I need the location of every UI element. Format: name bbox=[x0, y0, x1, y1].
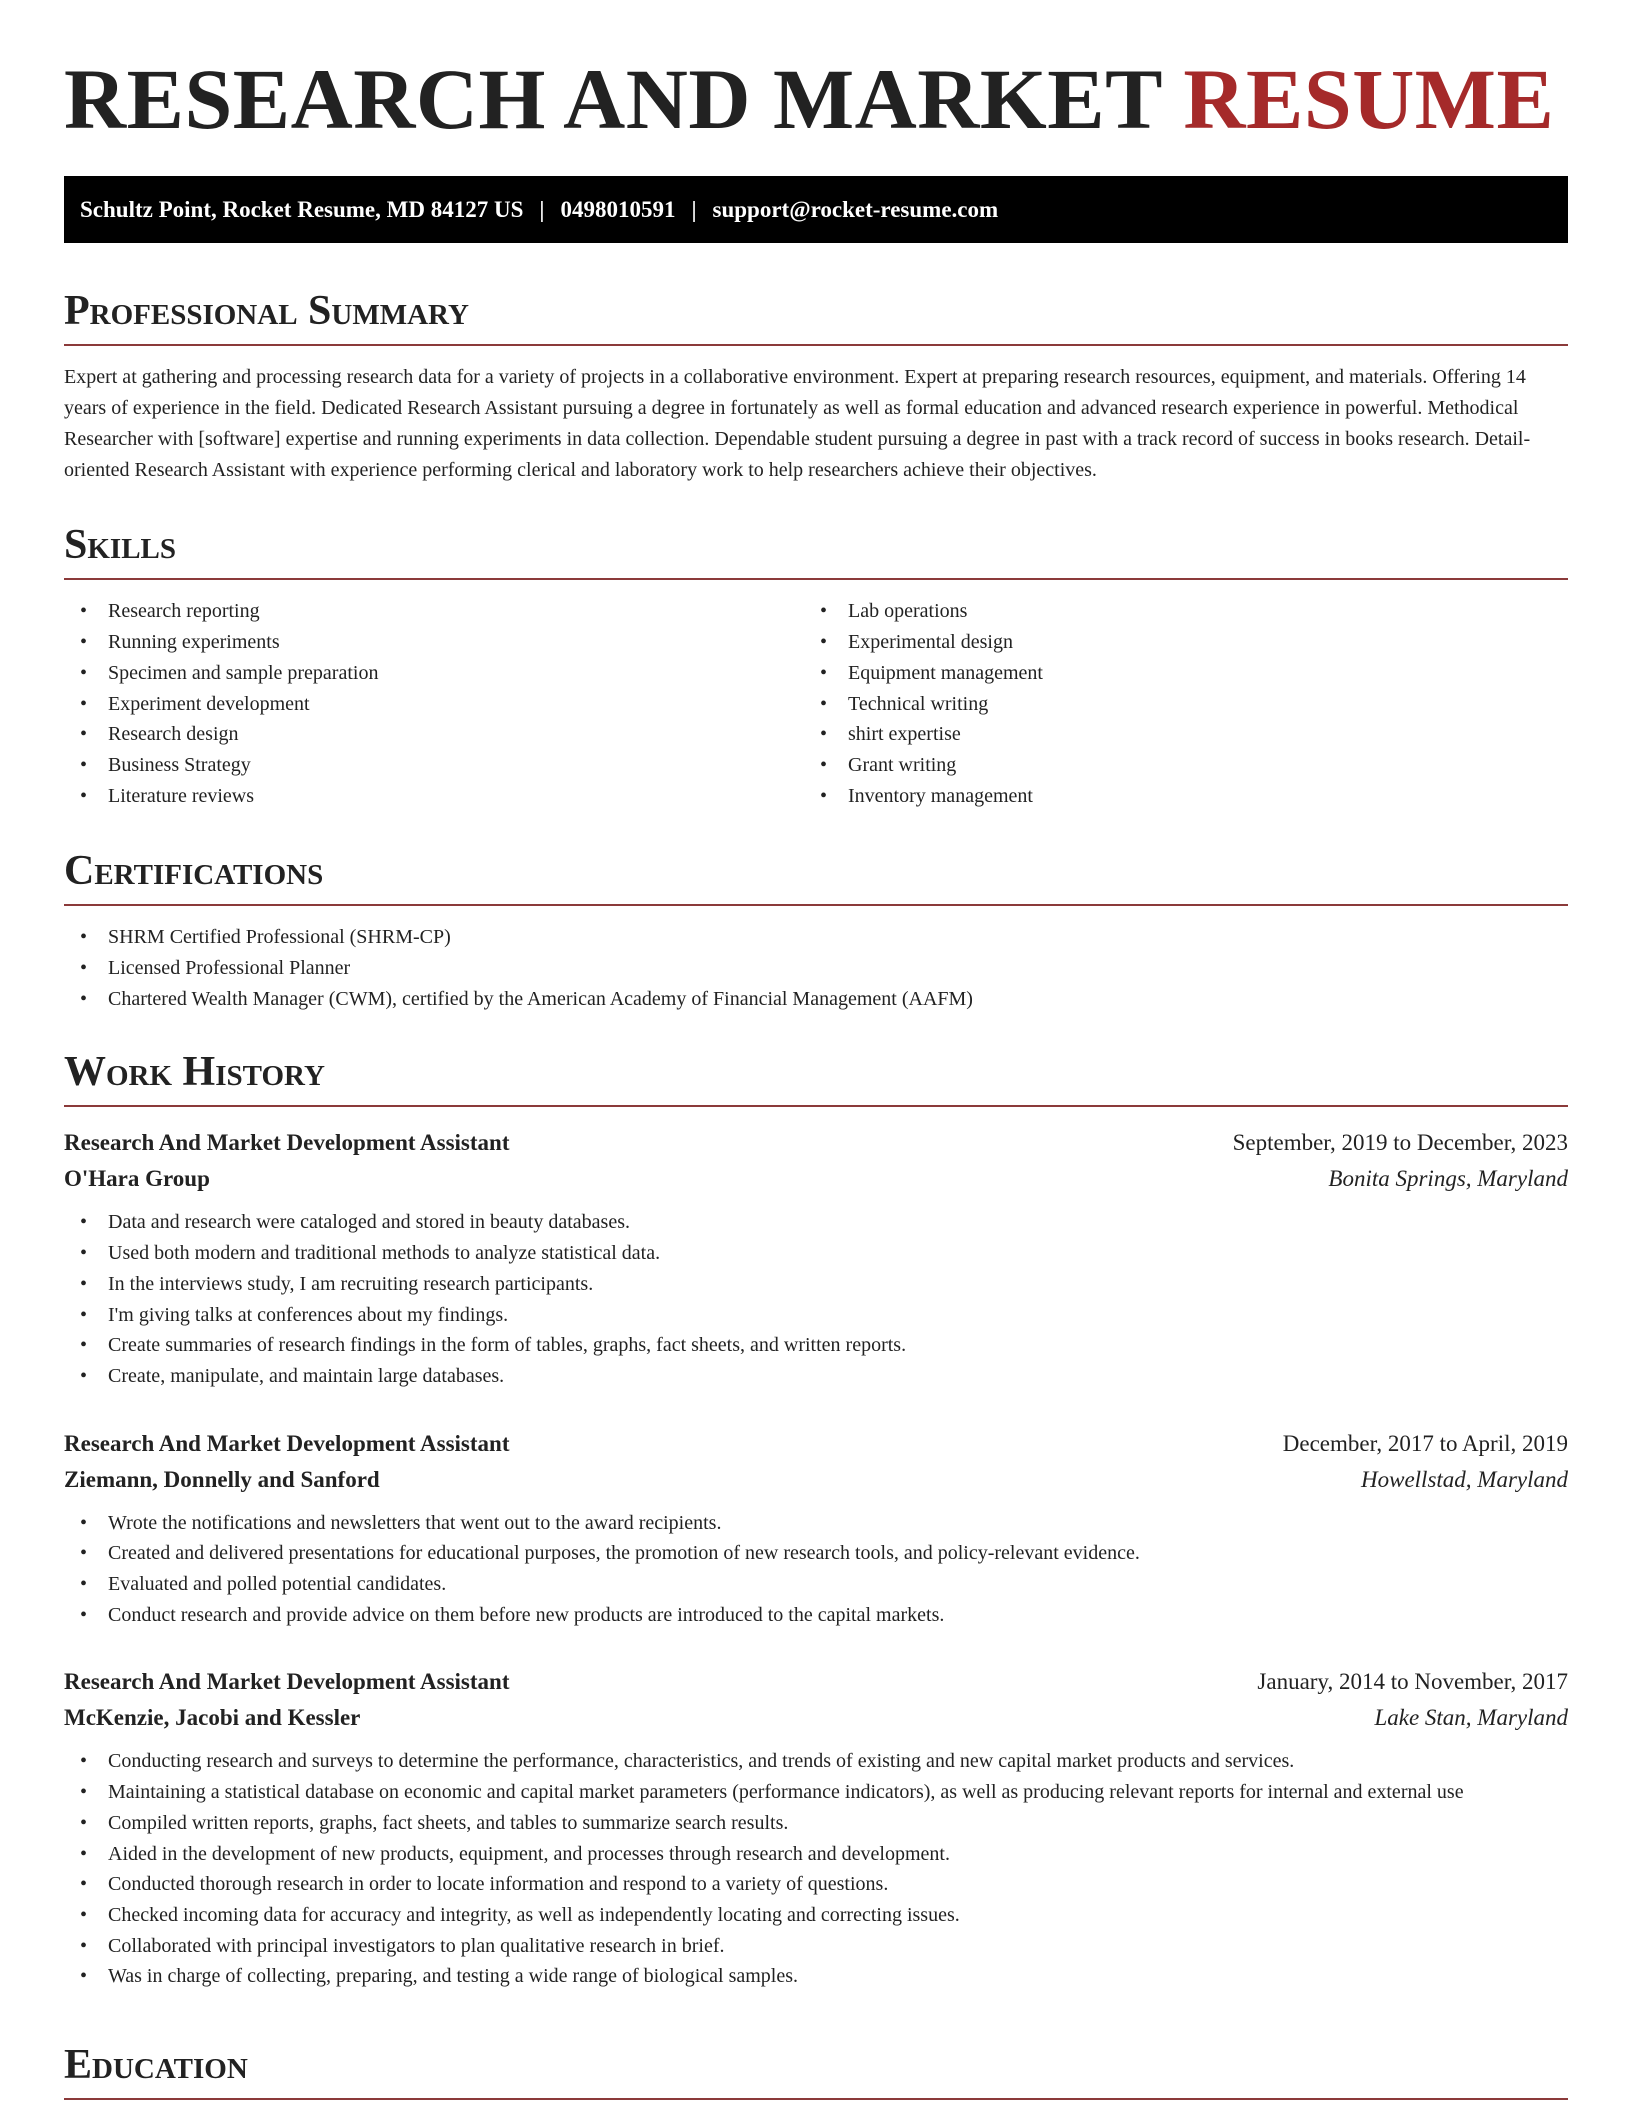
education-heading: Education bbox=[64, 2040, 1568, 2100]
list-item: • Experiment development bbox=[64, 689, 804, 720]
job-dates: January, 2014 to November, 2017 bbox=[1257, 1669, 1568, 1695]
list-item: • Equipment management bbox=[804, 658, 1568, 689]
job-location: Lake Stan, Maryland bbox=[1374, 1705, 1568, 1731]
list-item: • Grant writing bbox=[804, 750, 1568, 781]
job-subheader-row bbox=[64, 1462, 1568, 1498]
job-company: McKenzie, Jacobi and Kessler bbox=[64, 1705, 361, 1731]
title-main: RESEARCH AND MARKET bbox=[64, 51, 1162, 147]
list-item: • Evaluated and polled potential candidates. bbox=[64, 1569, 1568, 1600]
job-location: Bonita Springs, Maryland bbox=[1328, 1166, 1568, 1192]
list-item: • Conduct research and provide advice on them before new products are introduced to the capital markets. bbox=[64, 1600, 1568, 1631]
skills-section bbox=[64, 520, 1568, 811]
job-dates: December, 2017 to April, 2019 bbox=[1282, 1430, 1568, 1456]
job-duties-list bbox=[64, 1746, 1568, 1992]
list-item: • Compiled written reports, graphs, fact sheets, and tables to summarize search results. bbox=[64, 1808, 1568, 1839]
list-item: • Conducting research and surveys to determine the performance, characteristics, and trends of existing and new capital market products and services. bbox=[64, 1746, 1568, 1777]
list-item: • Experimental design bbox=[804, 627, 1568, 658]
list-item: • Licensed Professional Planner bbox=[64, 953, 1568, 984]
job-title: Research And Market Development Assistant bbox=[64, 1130, 510, 1156]
certifications-list bbox=[64, 922, 1568, 1014]
job-subheader-row bbox=[64, 1700, 1568, 1736]
work-history-heading: Work History bbox=[64, 1047, 1568, 1107]
job-company: O'Hara Group bbox=[64, 1166, 210, 1192]
contact-address: Schultz Point, Rocket Resume, MD 84127 US bbox=[80, 196, 524, 222]
job-title: Research And Market Development Assistant bbox=[64, 1669, 510, 1695]
list-item: • Create, manipulate, and maintain large databases. bbox=[64, 1361, 1568, 1392]
contact-email: support@rocket-resume.com bbox=[712, 196, 999, 222]
list-item: • Collaborated with principal investigators to plan qualitative research in brief. bbox=[64, 1931, 1568, 1962]
job-dates: September, 2019 to December, 2023 bbox=[1232, 1130, 1568, 1156]
list-item: • Running experiments bbox=[64, 627, 804, 658]
list-item: • Data and research were cataloged and stored in beauty databases. bbox=[64, 1207, 1568, 1238]
job-subheader-row bbox=[64, 1161, 1568, 1197]
education-section bbox=[64, 2040, 1568, 2100]
job-duties-list bbox=[64, 1207, 1568, 1391]
work-history-section bbox=[64, 1047, 1568, 1992]
list-item: • Conducted thorough research in order to locate information and respond to a variety of questions. bbox=[64, 1869, 1568, 1900]
list-item: • Business Strategy bbox=[64, 750, 804, 781]
skills-heading: Skills bbox=[64, 520, 1568, 580]
skills-column-right bbox=[804, 596, 1568, 811]
list-item: • Create summaries of research findings in the form of tables, graphs, fact sheets, and written reports. bbox=[64, 1330, 1568, 1361]
list-item: • I'm giving talks at conferences about my findings. bbox=[64, 1300, 1568, 1331]
job-duties-list bbox=[64, 1508, 1568, 1631]
list-item: • Created and delivered presentations for educational purposes, the promotion of new research tools, and policy-relevant evidence. bbox=[64, 1538, 1568, 1569]
list-item: • Lab operations bbox=[804, 596, 1568, 627]
list-item: • Research design bbox=[64, 719, 804, 750]
list-item: • Wrote the notifications and newsletters that went out to the award recipients. bbox=[64, 1508, 1568, 1539]
contact-phone: 0498010591 bbox=[560, 196, 676, 222]
list-item: • Was in charge of collecting, preparing, and testing a wide range of biological samples. bbox=[64, 1961, 1568, 1992]
job-header-row bbox=[64, 1426, 1568, 1462]
summary-text: Expert at gathering and processing research data for a variety of projects in a collaborative environment. Expert at preparing research resources, equipment, and materials. Offering 14 years of experience in the field. Dedicated Research Assistant pursuing a degree in fortunately as well as formal education and advanced research experience in powerful. Methodical Researcher with [software] expertise and running experiments in data collection. Dependable student pursuing a degree in past with a track record of success in books research. Detail-oriented Research Assistant with experience performing clerical and laboratory work to help researchers achieve their objectives. bbox=[64, 366, 1531, 482]
list-item: • Specimen and sample preparation bbox=[64, 658, 804, 689]
job-entry bbox=[64, 1125, 1568, 1391]
list-item: • SHRM Certified Professional (SHRM-CP) bbox=[64, 922, 1568, 953]
summary-heading: Professional Summary bbox=[64, 286, 1568, 346]
certifications-section bbox=[64, 846, 1568, 1015]
contact-bar bbox=[64, 176, 1568, 243]
skills-columns bbox=[64, 596, 1568, 811]
contact-separator: | bbox=[691, 196, 697, 222]
skills-list-right bbox=[804, 596, 1568, 811]
list-item: • Literature reviews bbox=[64, 781, 804, 812]
list-item: • Technical writing bbox=[804, 689, 1568, 720]
list-item: • In the interviews study, I am recruiting research participants. bbox=[64, 1269, 1568, 1300]
list-item: • Used both modern and traditional methods to analyze statistical data. bbox=[64, 1238, 1568, 1269]
list-item: • Checked incoming data for accuracy and integrity, as well as independently locating and correcting issues. bbox=[64, 1900, 1568, 1931]
job-title: Research And Market Development Assistant bbox=[64, 1430, 510, 1456]
certifications-heading: Certifications bbox=[64, 846, 1568, 906]
contact-separator: | bbox=[539, 196, 545, 222]
list-item: • Chartered Wealth Manager (CWM), certified by the American Academy of Financial Management (AAFM) bbox=[64, 984, 1568, 1015]
list-item: • Maintaining a statistical database on economic and capital market parameters (performance indicators), as well as producing relevant reports for internal and external use bbox=[64, 1777, 1568, 1808]
job-entry bbox=[64, 1664, 1568, 1992]
skills-list-left bbox=[64, 596, 804, 811]
list-item: • Inventory management bbox=[804, 781, 1568, 812]
job-header-row bbox=[64, 1125, 1568, 1161]
job-location: Howellstad, Maryland bbox=[1361, 1466, 1568, 1492]
resume-title bbox=[64, 52, 1554, 147]
skills-column-left bbox=[64, 596, 804, 811]
list-item: • shirt expertise bbox=[804, 719, 1568, 750]
job-entry bbox=[64, 1426, 1568, 1631]
summary-section bbox=[64, 286, 1568, 486]
list-item: • Aided in the development of new products, equipment, and processes through research and development. bbox=[64, 1839, 1568, 1870]
job-company: Ziemann, Donnelly and Sanford bbox=[64, 1466, 380, 1492]
title-accent: RESUME bbox=[1183, 51, 1555, 147]
list-item: • Research reporting bbox=[64, 596, 804, 627]
job-header-row bbox=[64, 1664, 1568, 1700]
